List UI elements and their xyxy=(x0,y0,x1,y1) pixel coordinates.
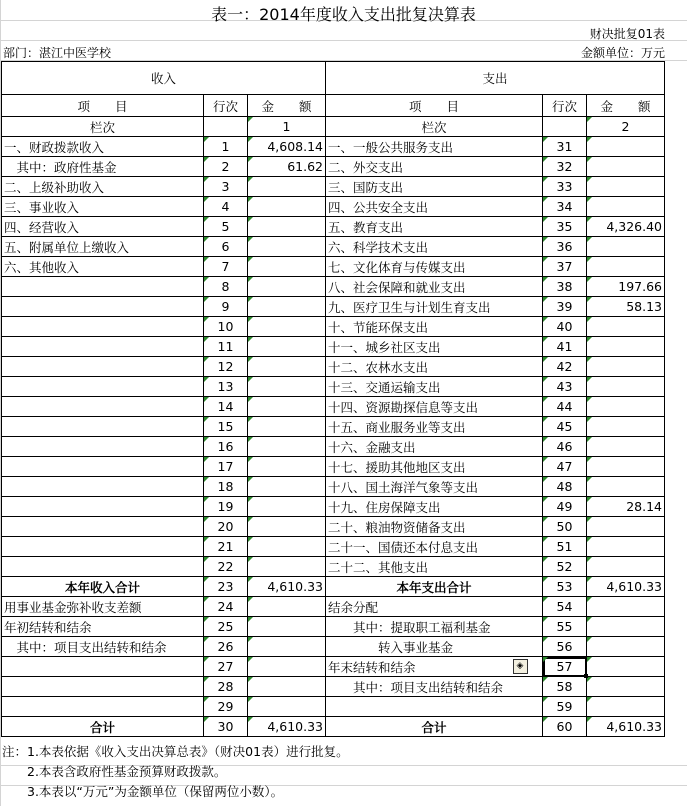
fill-handle[interactable] xyxy=(584,674,588,678)
table-row xyxy=(2,237,665,257)
income-amount-cell[interactable]: 61.62 xyxy=(248,157,326,177)
expense-item-cell[interactable]: 其中：项目支出结转和结余 xyxy=(326,677,543,697)
income-row-number[interactable]: 4 xyxy=(204,197,248,217)
income-row-number[interactable]: 25 xyxy=(204,617,248,637)
expense-item-cell[interactable]: 其中：提取职工福利基金 xyxy=(326,617,543,637)
selected-cell[interactable]: 57 xyxy=(543,657,587,677)
expense-item-cell[interactable]: 十、节能环保支出 xyxy=(326,317,543,337)
income-amount-cell[interactable] xyxy=(248,517,326,537)
expense-row-number[interactable]: 43 xyxy=(543,377,587,397)
expense-row-number[interactable]: 40 xyxy=(543,317,587,337)
expense-item-cell[interactable]: 十二、农林水支出 xyxy=(326,357,543,377)
expense-amount-cell[interactable] xyxy=(587,457,665,477)
expense-amount-cell[interactable] xyxy=(587,477,665,497)
income-item-cell[interactable]: 用事业基金弥补收支差额 xyxy=(2,597,204,617)
table-row xyxy=(2,557,665,577)
income-item-cell[interactable] xyxy=(2,477,204,497)
expense-amount-cell[interactable] xyxy=(587,337,665,357)
table-row xyxy=(2,137,665,157)
table-row xyxy=(2,437,665,457)
expense-amount-cell[interactable] xyxy=(587,157,665,177)
income-amount-cell[interactable] xyxy=(248,417,326,437)
income-amount-cell[interactable]: 4,608.14 xyxy=(248,137,326,157)
expense-row-number[interactable]: 44 xyxy=(543,397,587,417)
income-row-number[interactable]: 11 xyxy=(204,337,248,357)
gridline xyxy=(0,40,687,41)
expense-col-number[interactable]: 2 xyxy=(587,117,665,137)
expense-amount-cell[interactable] xyxy=(587,317,665,337)
income-item-cell[interactable]: 二、上级补助收入 xyxy=(2,177,204,197)
table-row xyxy=(2,417,665,437)
budget-table xyxy=(1,61,665,737)
expense-item-cell[interactable]: 四、公共安全支出 xyxy=(326,197,543,217)
expense-item-cell[interactable] xyxy=(326,697,543,717)
income-row-number[interactable]: 7 xyxy=(204,257,248,277)
income-row-number[interactable]: 17 xyxy=(204,457,248,477)
expense-row-number[interactable]: 42 xyxy=(543,357,587,377)
income-col-number[interactable]: 1 xyxy=(248,117,326,137)
expense-amount-cell[interactable]: 4,610.33 xyxy=(587,577,665,597)
income-item-cell[interactable] xyxy=(2,397,204,417)
table-row xyxy=(2,317,665,337)
expense-item-cell[interactable]: 十三、交通运输支出 xyxy=(326,377,543,397)
income-row-number[interactable]: 24 xyxy=(204,597,248,617)
income-row-number[interactable]: 19 xyxy=(204,497,248,517)
expense-amount-cell[interactable]: 197.66 xyxy=(587,277,665,297)
income-amount-cell[interactable] xyxy=(248,697,326,717)
expense-item-header[interactable]: 项 目 xyxy=(326,95,543,117)
table-row xyxy=(2,277,665,297)
expense-item-cell[interactable]: 十七、援助其他地区支出 xyxy=(326,457,543,477)
expense-amount-cell[interactable] xyxy=(587,437,665,457)
table-row xyxy=(2,197,665,217)
income-item-cell[interactable] xyxy=(2,337,204,357)
table-row xyxy=(2,297,665,317)
income-amount-cell[interactable] xyxy=(248,277,326,297)
income-amount-cell[interactable] xyxy=(248,257,326,277)
expense-item-cell[interactable]: 本年支出合计 xyxy=(326,577,543,597)
expense-item-cell[interactable]: 二十二、其他支出 xyxy=(326,557,543,577)
income-item-cell[interactable] xyxy=(2,357,204,377)
income-amount-cell[interactable] xyxy=(248,637,326,657)
income-amount-cell[interactable] xyxy=(248,657,326,677)
table-row xyxy=(2,717,665,737)
table-row xyxy=(2,257,665,277)
income-row-number[interactable]: 5 xyxy=(204,217,248,237)
expense-item-cell[interactable]: 七、文化体育与传媒支出 xyxy=(326,257,543,277)
expense-amount-cell[interactable] xyxy=(587,617,665,637)
expense-item-cell[interactable]: 二十一、国债还本付息支出 xyxy=(326,537,543,557)
income-item-header[interactable]: 项 目 xyxy=(2,95,204,117)
income-item-cell[interactable]: 六、其他收入 xyxy=(2,257,204,277)
income-amount-cell[interactable] xyxy=(248,317,326,337)
income-amount-cell[interactable] xyxy=(248,497,326,517)
income-row-number[interactable]: 30 xyxy=(204,717,248,737)
expense-row-number[interactable]: 36 xyxy=(543,237,587,257)
income-amount-cell[interactable] xyxy=(248,217,326,237)
income-rowno-header[interactable]: 行次 xyxy=(204,95,248,117)
expense-amount-cell[interactable] xyxy=(587,697,665,717)
expense-header[interactable]: 支出 xyxy=(326,62,665,95)
expense-row-number[interactable]: 37 xyxy=(543,257,587,277)
expense-row-number[interactable]: 33 xyxy=(543,177,587,197)
table-row xyxy=(2,577,665,597)
income-item-cell[interactable]: 年初结转和结余 xyxy=(2,617,204,637)
income-header[interactable]: 收入 xyxy=(2,62,326,95)
table-row xyxy=(2,537,665,557)
table-row xyxy=(2,377,665,397)
income-item-cell[interactable] xyxy=(2,437,204,457)
table-row xyxy=(2,657,665,677)
income-item-cell[interactable]: 五、附属单位上缴收入 xyxy=(2,237,204,257)
expense-row-number[interactable]: 53 xyxy=(543,577,587,597)
income-amount-cell[interactable]: 4,610.33 xyxy=(248,577,326,597)
expense-row-number[interactable]: 47 xyxy=(543,457,587,477)
table-row xyxy=(2,457,665,477)
income-amount-cell[interactable] xyxy=(248,677,326,697)
income-row-number[interactable]: 3 xyxy=(204,177,248,197)
expense-amount-cell[interactable]: 58.13 xyxy=(587,297,665,317)
expense-row-number[interactable]: 34 xyxy=(543,197,587,217)
income-item-cell[interactable]: 三、事业收入 xyxy=(2,197,204,217)
expense-row-number[interactable]: 32 xyxy=(543,157,587,177)
expense-amount-cell[interactable] xyxy=(587,237,665,257)
income-row-number[interactable]: 8 xyxy=(204,277,248,297)
income-item-cell[interactable] xyxy=(2,297,204,317)
expense-item-cell[interactable]: 十五、商业服务业等支出 xyxy=(326,417,543,437)
income-amount-cell[interactable] xyxy=(248,337,326,357)
income-amount-cell[interactable] xyxy=(248,297,326,317)
table-row xyxy=(2,477,665,497)
note-2: 2.本表含政府性基金预算财政拨款。 xyxy=(2,764,227,779)
table-row xyxy=(2,177,665,197)
expense-amount-cell[interactable] xyxy=(587,377,665,397)
income-amount-cell[interactable] xyxy=(248,557,326,577)
income-amount-cell[interactable] xyxy=(248,437,326,457)
income-row-number[interactable]: 10 xyxy=(204,317,248,337)
income-row-number[interactable]: 9 xyxy=(204,297,248,317)
income-amount-header[interactable]: 金 额 xyxy=(248,95,326,117)
expense-item-cell[interactable]: 九、医疗卫生与计划生育支出 xyxy=(326,297,543,317)
table-row xyxy=(2,597,665,617)
income-amount-cell[interactable] xyxy=(248,537,326,557)
income-row-number[interactable]: 13 xyxy=(204,377,248,397)
note-1: 注：1.本表依据《收入支出决算总表》（财决01表）进行批复。 xyxy=(2,744,349,759)
table-row xyxy=(2,637,665,657)
expense-amount-cell[interactable] xyxy=(587,537,665,557)
expense-item-cell[interactable]: 转入事业基金 xyxy=(326,637,543,657)
income-row-number[interactable]: 23 xyxy=(204,577,248,597)
income-amount-cell[interactable] xyxy=(248,597,326,617)
expense-row-number[interactable]: 59 xyxy=(543,697,587,717)
expense-row-number[interactable]: 35 xyxy=(543,217,587,237)
expense-item-cell[interactable]: 八、社会保障和就业支出 xyxy=(326,277,543,297)
income-amount-cell[interactable] xyxy=(248,197,326,217)
income-row-number[interactable]: 28 xyxy=(204,677,248,697)
table-row xyxy=(2,617,665,637)
expense-row-number[interactable]: 52 xyxy=(543,557,587,577)
income-item-cell[interactable]: 一、财政拨款收入 xyxy=(2,137,204,157)
expense-item-cell[interactable]: 十四、资源勘探信息等支出 xyxy=(326,397,543,417)
income-amount-cell[interactable] xyxy=(248,377,326,397)
expense-item-cell[interactable]: 二、外交支出 xyxy=(326,157,543,177)
income-row-number[interactable]: 22 xyxy=(204,557,248,577)
expense-amount-cell[interactable] xyxy=(587,677,665,697)
expense-item-cell[interactable]: 二十、粮油物资储备支出 xyxy=(326,517,543,537)
income-amount-cell[interactable]: 4,610.33 xyxy=(248,717,326,737)
empty-cell[interactable] xyxy=(543,117,587,137)
income-item-cell[interactable] xyxy=(2,517,204,537)
expense-amount-cell[interactable] xyxy=(587,597,665,617)
expense-row-number[interactable]: 58 xyxy=(543,677,587,697)
income-item-cell[interactable] xyxy=(2,697,204,717)
table-row xyxy=(2,497,665,517)
expense-amount-header[interactable]: 金 额 xyxy=(587,95,665,117)
expense-item-cell[interactable]: 五、教育支出 xyxy=(326,217,543,237)
expense-row-number[interactable]: 55 xyxy=(543,617,587,637)
expense-amount-cell[interactable]: 4,326.40 xyxy=(587,217,665,237)
expense-amount-cell[interactable] xyxy=(587,557,665,577)
note-3: 3.本表以“万元”为金额单位（保留两位小数）。 xyxy=(2,784,284,799)
income-row-number[interactable]: 12 xyxy=(204,357,248,377)
expense-row-number[interactable]: 39 xyxy=(543,297,587,317)
expense-row-number[interactable]: 60 xyxy=(543,717,587,737)
expense-item-cell[interactable]: 一、一般公共服务支出 xyxy=(326,137,543,157)
income-row-number[interactable]: 29 xyxy=(204,697,248,717)
income-row-number[interactable]: 20 xyxy=(204,517,248,537)
department-label: 部门：湛江中医学校 xyxy=(3,46,112,60)
unit-label: 金额单位：万元 xyxy=(580,46,665,60)
table-row xyxy=(2,157,665,177)
table-row xyxy=(2,697,665,717)
expense-item-cell[interactable]: 十六、金融支出 xyxy=(326,437,543,457)
income-amount-cell[interactable] xyxy=(248,477,326,497)
expense-item-cell[interactable]: 合计 xyxy=(326,717,543,737)
table-row xyxy=(2,357,665,377)
expense-item-cell[interactable]: 三、国防支出 xyxy=(326,177,543,197)
expense-row-number[interactable]: 50 xyxy=(543,517,587,537)
income-item-cell[interactable]: 其中：项目支出结转和结余 xyxy=(2,637,204,657)
income-item-cell[interactable] xyxy=(2,277,204,297)
expense-row-number[interactable]: 49 xyxy=(543,497,587,517)
income-item-cell[interactable]: 合计 xyxy=(2,717,204,737)
expense-amount-cell[interactable] xyxy=(587,417,665,437)
income-amount-cell[interactable] xyxy=(248,357,326,377)
expense-row-number[interactable]: 46 xyxy=(543,437,587,457)
income-amount-cell[interactable] xyxy=(248,177,326,197)
income-item-cell[interactable]: 本年收入合计 xyxy=(2,577,204,597)
income-amount-cell[interactable] xyxy=(248,397,326,417)
income-row-number[interactable]: 26 xyxy=(204,637,248,657)
expense-item-cell[interactable]: 结余分配 xyxy=(326,597,543,617)
table-row xyxy=(2,677,665,697)
table-row xyxy=(2,217,665,237)
expense-row-number[interactable]: 41 xyxy=(543,337,587,357)
income-row-number[interactable]: 14 xyxy=(204,397,248,417)
expense-amount-cell[interactable] xyxy=(587,197,665,217)
expense-item-cell[interactable]: 十一、城乡社区支出 xyxy=(326,337,543,357)
income-item-cell[interactable] xyxy=(2,317,204,337)
income-amount-cell[interactable] xyxy=(248,457,326,477)
expense-item-cell[interactable]: 六、科学技术支出 xyxy=(326,237,543,257)
income-amount-cell[interactable] xyxy=(248,237,326,257)
expense-amount-cell[interactable] xyxy=(587,257,665,277)
expense-amount-cell[interactable] xyxy=(587,177,665,197)
expense-amount-cell[interactable] xyxy=(587,357,665,377)
expense-amount-cell[interactable]: 28.14 xyxy=(587,497,665,517)
expense-col-label[interactable]: 栏次 xyxy=(326,117,543,137)
income-amount-cell[interactable] xyxy=(248,617,326,637)
income-row-number[interactable]: 6 xyxy=(204,237,248,257)
expense-item-cell[interactable]: 十八、国土海洋气象等支出 xyxy=(326,477,543,497)
income-row-number[interactable]: 1 xyxy=(204,137,248,157)
expense-row-number[interactable]: 51 xyxy=(543,537,587,557)
page-title: 表一：2014年度收入支出批复决算表 xyxy=(211,5,476,24)
expense-amount-cell[interactable] xyxy=(587,517,665,537)
income-row-number[interactable]: 16 xyxy=(204,437,248,457)
income-item-cell[interactable]: 其中：政府性基金 xyxy=(2,157,204,177)
table-row xyxy=(2,337,665,357)
table-row xyxy=(2,397,665,417)
smart-tag-icon[interactable]: ◈ xyxy=(513,659,528,674)
income-item-cell[interactable] xyxy=(2,417,204,437)
income-row-number[interactable]: 18 xyxy=(204,477,248,497)
income-row-number[interactable]: 21 xyxy=(204,537,248,557)
income-col-label[interactable]: 栏次 xyxy=(2,117,204,137)
income-item-cell[interactable] xyxy=(2,377,204,397)
income-item-cell[interactable] xyxy=(2,497,204,517)
income-item-cell[interactable]: 四、经营收入 xyxy=(2,217,204,237)
income-item-cell[interactable] xyxy=(2,677,204,697)
table-row xyxy=(2,517,665,537)
expense-amount-cell[interactable] xyxy=(587,657,665,677)
expense-row-number[interactable]: 56 xyxy=(543,637,587,657)
expense-row-number[interactable]: 38 xyxy=(543,277,587,297)
expense-rowno-header[interactable]: 行次 xyxy=(543,95,587,117)
income-row-number[interactable]: 2 xyxy=(204,157,248,177)
income-row-number[interactable]: 15 xyxy=(204,417,248,437)
expense-amount-cell[interactable] xyxy=(587,137,665,157)
income-row-number[interactable]: 27 xyxy=(204,657,248,677)
expense-row-number[interactable]: 54 xyxy=(543,597,587,617)
income-item-cell[interactable] xyxy=(2,537,204,557)
income-item-cell[interactable] xyxy=(2,557,204,577)
expense-item-cell[interactable]: 年末结转和结余 xyxy=(326,657,543,677)
income-item-cell[interactable] xyxy=(2,657,204,677)
expense-row-number[interactable]: 45 xyxy=(543,417,587,437)
empty-cell[interactable] xyxy=(204,117,248,137)
form-code: 财决批复01表 xyxy=(589,27,665,41)
expense-amount-cell[interactable]: 4,610.33 xyxy=(587,717,665,737)
expense-item-cell[interactable]: 十九、住房保障支出 xyxy=(326,497,543,517)
expense-row-number[interactable]: 31 xyxy=(543,137,587,157)
income-item-cell[interactable] xyxy=(2,457,204,477)
expense-amount-cell[interactable] xyxy=(587,397,665,417)
expense-row-number[interactable]: 48 xyxy=(543,477,587,497)
expense-amount-cell[interactable] xyxy=(587,637,665,657)
